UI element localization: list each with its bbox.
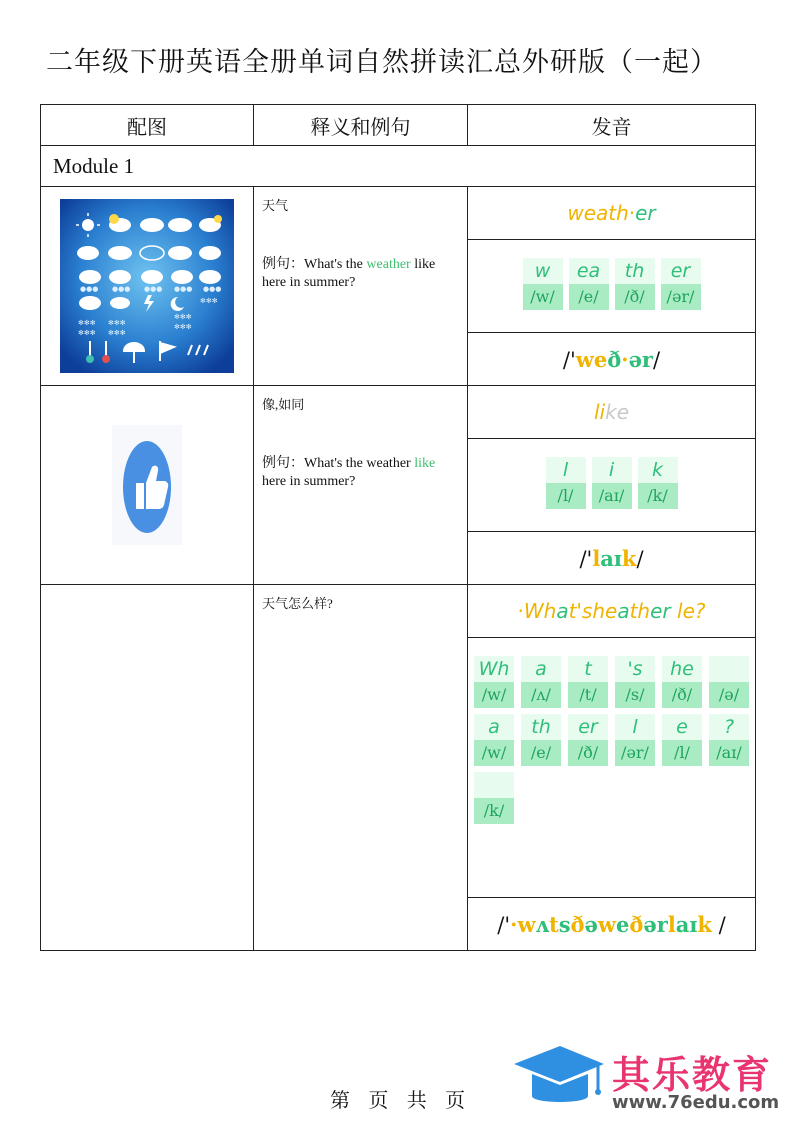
chunk-letters: w	[523, 258, 563, 284]
ipa-close: /	[636, 546, 644, 571]
thumbs-up-icon	[112, 425, 182, 545]
header-meaning: 释义和例句	[254, 105, 468, 146]
meaning-cell	[254, 386, 468, 585]
word-cell	[468, 386, 756, 439]
chunk-letters: a	[474, 714, 514, 740]
chunk-cell	[468, 439, 756, 532]
ipa-part: w	[517, 911, 536, 937]
chunk-letters: 's	[615, 656, 655, 682]
word-part: he	[592, 599, 618, 623]
module-row	[41, 146, 756, 187]
phonics-chunk	[569, 258, 609, 310]
phonics-chunk	[474, 714, 514, 766]
chunk-letters: e	[662, 714, 702, 740]
ipa-part: w	[575, 346, 594, 372]
phonics-chunk	[521, 656, 561, 708]
ipa-part: ·	[510, 911, 518, 937]
svg-text:●●●: ●●●	[203, 285, 222, 293]
ipa-cell	[468, 532, 756, 585]
phonics-chunk	[474, 656, 514, 708]
phonics-table	[40, 104, 756, 951]
word-part: ke	[605, 400, 629, 424]
word-part: t's	[568, 599, 593, 623]
example-before: What's the	[304, 257, 367, 272]
phonics-chunk	[661, 258, 701, 310]
entry-row-phrase	[41, 585, 756, 638]
word-part: th	[629, 599, 651, 623]
ipa-part: l	[667, 911, 676, 937]
ipa-part: k	[621, 545, 637, 571]
svg-text:●●●: ●●●	[144, 285, 163, 293]
phonics-chunk	[521, 714, 561, 766]
svg-text:✻✻✻: ✻✻✻	[174, 323, 192, 331]
ipa-part: ð	[570, 911, 585, 937]
example-sentence	[262, 455, 459, 491]
chunk-letters: k	[638, 457, 678, 483]
word-part: e?	[682, 599, 706, 623]
example-after: here in summer?	[262, 474, 356, 489]
example-after: like here in summer?	[262, 257, 436, 290]
chunk-ipa: /w/	[474, 682, 514, 708]
chunk-ipa: /k/	[638, 483, 678, 509]
word-part: l	[593, 400, 600, 424]
chunk-letters: Wh	[474, 656, 514, 682]
picture-cell	[41, 187, 254, 386]
brand-name: 其乐教育	[612, 1053, 773, 1097]
phonics-chunk	[615, 714, 655, 766]
header-picture: 配图	[41, 105, 254, 146]
chunk-letters: l	[546, 457, 586, 483]
module-label: Module 1	[41, 146, 756, 187]
weather-icons-picture	[60, 199, 234, 373]
ipa-open: /'	[562, 347, 576, 372]
chunk-ipa: /w/	[523, 284, 563, 310]
phonics-chunks	[474, 656, 749, 824]
word-part: a	[556, 599, 569, 623]
ipa-part: e	[593, 346, 608, 372]
word-cell	[468, 585, 756, 638]
ipa-cell	[468, 898, 756, 951]
phonics-chunk	[568, 714, 608, 766]
meaning-text: 天气怎么样?	[262, 596, 333, 611]
svg-text:●●●: ●●●	[174, 285, 193, 293]
ipa-part: ər	[643, 911, 668, 937]
chunk-ipa: /l/	[546, 483, 586, 509]
chunk-letters: er	[661, 258, 701, 284]
example-sentence	[262, 256, 459, 292]
ipa-part: ʌ	[535, 911, 549, 937]
phonics-chunk	[592, 457, 632, 509]
chunk-ipa: /ʌ/	[521, 682, 561, 708]
chunk-ipa: /e/	[521, 740, 561, 766]
entry-row-like	[41, 386, 756, 439]
svg-text:✻✻✻: ✻✻✻	[174, 313, 192, 321]
ipa-open: /'	[579, 546, 593, 571]
chunk-ipa: /l/	[662, 740, 702, 766]
chunk-ipa: /s/	[615, 682, 655, 708]
graduation-cap-icon	[510, 1040, 606, 1116]
ipa-part: e	[615, 911, 630, 937]
chunk-ipa: /ər/	[615, 740, 655, 766]
ipa-open: /'	[497, 912, 511, 937]
example-prefix: 例句：	[262, 257, 304, 272]
chunk-ipa: /e/	[569, 284, 609, 310]
ipa-part: ər	[628, 346, 653, 372]
svg-text:●●●: ●●●	[112, 285, 131, 293]
header-pronunciation: 发音	[468, 105, 756, 146]
chunk-letters: er	[568, 714, 608, 740]
picture-cell	[41, 386, 254, 585]
meaning-cell	[254, 585, 468, 951]
picture-cell	[41, 585, 254, 951]
ipa-part: ð	[607, 346, 622, 372]
meaning-text: 像,如同	[262, 397, 305, 412]
ipa-part: s	[558, 911, 571, 937]
chunk-letters	[474, 772, 514, 798]
svg-text:✻✻✻: ✻✻✻	[108, 319, 126, 327]
brand-logo	[510, 1040, 790, 1116]
word-part: a	[617, 599, 630, 623]
chunk-letters: a	[521, 656, 561, 682]
chunk-letters: he	[662, 656, 702, 682]
chunk-ipa: /aɪ/	[592, 483, 632, 509]
word-part: er	[650, 599, 678, 623]
svg-text:✻✻✻: ✻✻✻	[108, 329, 126, 337]
phonics-chunk	[615, 656, 655, 708]
word-cell	[468, 187, 756, 240]
svg-text:✻✻✻: ✻✻✻	[200, 297, 218, 305]
brand-url: www.76edu.com	[612, 1092, 780, 1113]
phonics-chunk	[474, 772, 514, 824]
chunk-letters: ea	[569, 258, 609, 284]
chunk-letters: th	[615, 258, 655, 284]
chunk-letters	[709, 656, 749, 682]
chunk-letters: th	[521, 714, 561, 740]
chunk-letters: ?	[709, 714, 749, 740]
word-part: ·	[517, 599, 524, 623]
phonics-chunk	[546, 457, 586, 509]
phonics-chunk	[568, 656, 608, 708]
phonics-chunk	[662, 656, 702, 708]
chunk-cell	[468, 240, 756, 333]
ipa-part: ð	[629, 911, 644, 937]
header-row	[41, 105, 756, 146]
ipa-close: /	[711, 912, 726, 937]
phonics-chunks	[474, 457, 749, 509]
svg-text:✻✻✻: ✻✻✻	[78, 329, 96, 337]
example-prefix: 例句：	[262, 456, 304, 471]
meaning-cell	[254, 187, 468, 386]
chunk-letters: t	[568, 656, 608, 682]
chunk-ipa: /aɪ/	[709, 740, 749, 766]
ipa-close: /	[653, 347, 661, 372]
chunk-ipa: /ə/	[709, 682, 749, 708]
chunk-letters: i	[592, 457, 632, 483]
ipa-cell	[468, 333, 756, 386]
page-footer: 第 页 共 页	[330, 1088, 472, 1112]
svg-text:✻✻✻: ✻✻✻	[78, 319, 96, 327]
example-highlight: weather	[366, 257, 411, 272]
chunk-ipa: /ð/	[662, 682, 702, 708]
ipa-part: aɪ	[675, 911, 698, 937]
chunk-ipa: /k/	[474, 798, 514, 824]
word-part: Wh	[523, 599, 557, 623]
chunk-ipa: /ð/	[615, 284, 655, 310]
phonics-chunk	[662, 714, 702, 766]
ipa-part: aɪ	[600, 545, 622, 571]
word-part: er	[635, 201, 656, 225]
chunk-letters: l	[615, 714, 655, 740]
entry-row-weather	[41, 187, 756, 240]
chunk-ipa: /ð/	[568, 740, 608, 766]
word-part: eath	[583, 201, 629, 225]
chunk-ipa: /ər/	[661, 284, 701, 310]
ipa-part: ə	[584, 911, 598, 937]
chunk-ipa: /w/	[474, 740, 514, 766]
ipa-part: ·	[621, 346, 629, 372]
phonics-chunk	[709, 714, 749, 766]
phonics-chunk	[615, 258, 655, 310]
phonics-chunk	[638, 457, 678, 509]
word-part: l	[677, 599, 683, 623]
chunk-ipa: /t/	[568, 682, 608, 708]
ipa-part: l	[592, 545, 601, 571]
ipa-part: k	[697, 911, 712, 937]
example-before: What's the weather	[304, 456, 415, 471]
ipa-part: w	[597, 911, 616, 937]
phonics-chunk	[709, 656, 749, 708]
meaning-text: 天气	[262, 198, 289, 213]
ipa-part: t	[548, 911, 559, 937]
example-highlight: like	[414, 456, 436, 471]
chunk-cell	[468, 638, 756, 898]
phonics-chunk	[523, 258, 563, 310]
phonics-chunks	[474, 258, 749, 310]
svg-text:●●●: ●●●	[80, 285, 99, 293]
page-title: 二年级下册英语全册单词自然拼读汇总外研版（一起）	[46, 47, 718, 78]
word-part: w	[567, 201, 584, 225]
word-part: ·	[628, 201, 636, 225]
word-part: i	[599, 400, 606, 424]
